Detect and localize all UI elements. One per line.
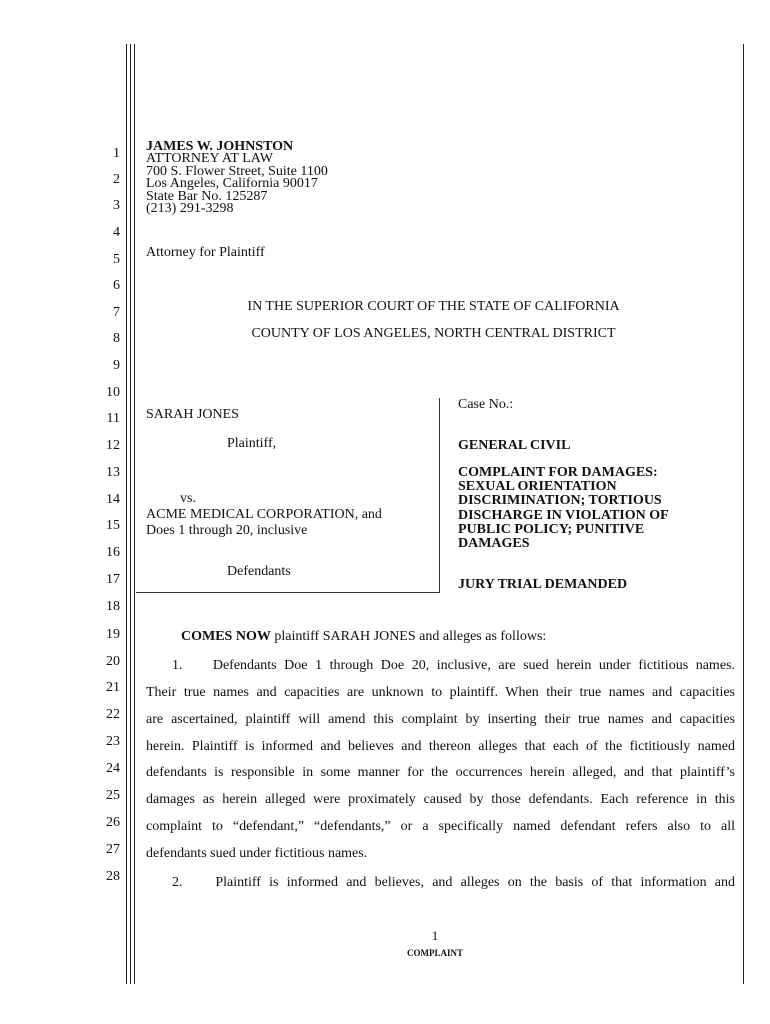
comes-now-bold: COMES NOW: [181, 629, 271, 644]
plaintiff-label: Plaintiff,: [227, 436, 277, 451]
complaint-title-line: COMPLAINT FOR DAMAGES:: [458, 465, 658, 480]
paragraph-1-line: defendants is responsible in some manner for the occurrences herein alleged, and that plaintiff’s: [146, 765, 735, 780]
line-number: 15: [106, 518, 120, 533]
line-number: 1: [113, 146, 120, 161]
complaint-title: [458, 466, 669, 551]
attorney-title: ATTORNEY AT LAW: [146, 151, 273, 167]
line-number: 21: [106, 680, 120, 695]
paragraph-1-line: Their true names and capacities are unknown to plaintiff. When their true names and capacities: [146, 685, 735, 700]
paragraph-1-line: 1. Defendants Doe 1 through Doe 20, inclusive, are sued herein under fictitious names.: [172, 658, 735, 673]
right-border-line: [743, 44, 744, 984]
line-number: 18: [106, 599, 120, 614]
complaint-title-line: DISCHARGE IN VIOLATION OF: [458, 507, 669, 523]
line-number: 20: [106, 654, 120, 669]
paragraph-1-line: herein. Plaintiff is informed and believes and thereon alleges that each of the fictitiously named: [146, 739, 735, 754]
footer-label: COMPLAINT: [407, 948, 463, 958]
case-type: GENERAL CIVIL: [458, 438, 571, 453]
line-number: 28: [106, 869, 120, 884]
caption-divider-horizontal: [136, 592, 440, 593]
line-number: 24: [106, 761, 120, 776]
attorney-name: JAMES W. JOHNSTON: [146, 139, 294, 154]
paragraph-1-line: damages as herein alleged were proximately caused by those defendants. Each reference in this: [146, 792, 735, 807]
left-border-line-outer: [126, 44, 127, 984]
complaint-title-line: DISCRIMINATION; TORTIOUS: [458, 493, 662, 509]
line-number: 3: [113, 198, 120, 213]
caption-divider-vertical: [439, 398, 440, 592]
complaint-title-line: DAMAGES: [458, 536, 530, 552]
paragraph-1-line: defendants sued under fictitious names.: [146, 846, 368, 861]
plaintiff-name: SARAH JONES: [146, 407, 239, 422]
attorney-bar: State Bar No. 125287: [146, 188, 268, 204]
defendant-line-2: Does 1 through 20, inclusive: [146, 523, 308, 538]
line-number: 10: [106, 385, 120, 400]
line-number: 14: [106, 492, 120, 507]
line-number: 12: [106, 438, 120, 453]
line-number: 25: [106, 788, 120, 803]
complaint-title-line: PUBLIC POLICY; PUNITIVE: [458, 521, 645, 537]
line-number: 6: [113, 278, 120, 293]
left-border-line-third: [134, 44, 135, 984]
line-number: 5: [113, 252, 120, 267]
defendants-label: Defendants: [227, 564, 291, 579]
page-number: 1: [431, 928, 439, 943]
line-number: 27: [106, 842, 120, 857]
line-number: 16: [106, 545, 120, 560]
attorney-street: 700 S. Flower Street, Suite 1100: [146, 163, 328, 179]
line-number: 13: [106, 465, 120, 480]
comes-now-rest: plaintiff SARAH JONES and alleges as follows:: [270, 629, 547, 644]
versus: vs.: [180, 491, 196, 506]
attorney-phone: (213) 291-3298: [146, 201, 234, 217]
line-number: 8: [113, 331, 120, 346]
line-number: 11: [106, 411, 120, 426]
line-number: 22: [106, 707, 120, 722]
line-number: 4: [113, 225, 120, 240]
line-number: 19: [106, 627, 120, 642]
case-number-label: Case No.:: [458, 397, 514, 412]
left-border-line-inner: [130, 44, 131, 984]
complaint-title-line: SEXUAL ORIENTATION: [458, 479, 617, 495]
jury-demand: JURY TRIAL DEMANDED: [458, 577, 628, 592]
line-number: 23: [106, 734, 120, 749]
court-name: IN THE SUPERIOR COURT OF THE STATE OF CALIFORNIA: [247, 299, 620, 314]
attorney-role: Attorney for Plaintiff: [146, 245, 265, 260]
line-number: 17: [106, 572, 120, 587]
defendant-line-1: ACME MEDICAL CORPORATION, and: [146, 507, 382, 522]
court-county: COUNTY OF LOS ANGELES, NORTH CENTRAL DISTRICT: [251, 326, 616, 341]
paragraph-2-line: 2. Plaintiff is informed and believes, and alleges on the basis of that information and: [172, 875, 735, 890]
comes-now-line: [181, 630, 546, 644]
paragraph-1-line: are ascertained, plaintiff will amend this complaint by inserting their true names and capacities: [146, 712, 735, 727]
attorney-city: Los Angeles, California 90017: [146, 176, 318, 192]
attorney-block: [146, 141, 328, 215]
line-number: 2: [113, 172, 120, 187]
paragraph-1-line: complaint to “defendant,” “defendants,” or a specifically named defendant refers also to all: [146, 819, 735, 834]
line-number: 7: [113, 305, 120, 320]
line-number: 9: [113, 358, 120, 373]
line-number: 26: [106, 815, 120, 830]
